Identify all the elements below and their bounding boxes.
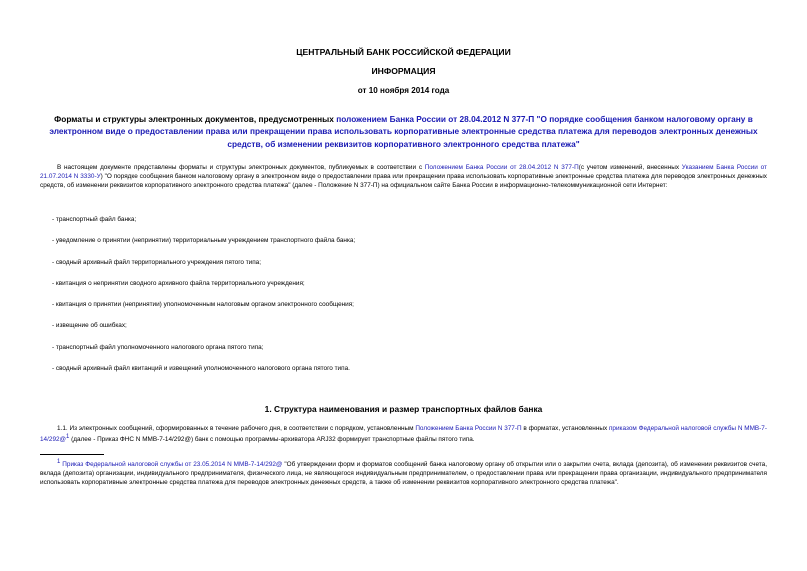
document-type-heading: ИНФОРМАЦИЯ (371, 66, 436, 76)
list-item: - сводный архивный файл квитанций и извещений уполномоченного налогового органа пятого типа. (52, 365, 350, 373)
footnote-text: "Об утверждении форм и форматов сообщений банка налоговому органу об открытии или о закрытии счета, вклада (депозита), об изменении реквизитов счета, вклада (депозита) организации, индивидуального предпринимателя, физического лица, не являющегося индивидуальным предпринимателем, о предоставлении права или прекращении права организации, индивидуального предпринимателя использовать корпоративные электронные средства платежа для переводов электронных денежных средств, а также об изменении реквизитов корпоративного электронного средства платежа". (40, 461, 767, 487)
bank-name-heading: ЦЕНТРАЛЬНЫЙ БАНК РОССИЙСКОЙ ФЕДЕРАЦИИ (296, 47, 511, 57)
document-list (52, 216, 355, 386)
para-text-1: 1.1. Из электронных сообщений, сформированных в течение рабочего дня, в соответствии с порядком, установленным (57, 425, 416, 432)
title-text: Форматы и структуры электронных документов, предусмотренных (54, 114, 337, 124)
footnote-divider (40, 454, 104, 455)
footnote-mark: 1 (57, 459, 61, 465)
list-item: - извещение об ошибках; (52, 322, 127, 330)
footnote-order-link[interactable]: Приказ Федеральной налоговой службы от 23.05.2014 N ММВ-7-14/292@ (62, 461, 283, 469)
intro-text-1: В настоящем документе представлены форматы и структуры электронных документов, публикуемых в соответствии с (57, 164, 425, 171)
list-item: - транспортный файл уполномоченного налогового органа пятого типа; (52, 343, 264, 351)
directive-3330u-link[interactable]: Указанием Банка России от 21.07.2014 N 3330-У (40, 164, 767, 180)
list-item: - квитанция о принятии (непринятии) уполномоченным налоговым органом электронного сообщения; (52, 301, 354, 309)
section-heading: 1. Структура наименования и размер транспортных файлов банка (264, 404, 543, 414)
document-date: от 10 ноября 2014 года (357, 86, 450, 95)
footnote (40, 458, 767, 487)
fns-order-link[interactable]: приказом Федеральной налоговой службы N ММВ-7-14/292@ (40, 425, 767, 444)
intro-paragraph (40, 164, 767, 191)
intro-text-2: (с учетом изменений, внесенных (578, 164, 682, 171)
list-item: - сводный архивный файл территориального учреждения пятого типа; (52, 258, 262, 266)
para-text-3: (далее - Приказ ФНС N ММВ-7-14/292@) банк с помощью программы-архиватора ARJ32 формирует транспортные файлы пятого типа. (69, 436, 475, 444)
para-text-2: в форматах, установленных (521, 425, 609, 432)
list-item: - уведомление о принятии (непринятии) территориальным учреждением транспортного файла банка; (52, 237, 356, 245)
intro-text-3: ) "О порядке сообщения банком налоговому органу в электронном виде о предоставлении права или прекращении права использовать корпоративные электронные средства платежа для переводов электронных денежных средств, об изменении реквизитов корпоративного электронного средства платежа" (далее - Положение N 377-П) на официальном сайте Банка России в информационно-телекоммуникационной сети Интернет: (40, 172, 768, 189)
section-paragraph (40, 424, 767, 444)
footnote-reference[interactable]: 1 (66, 434, 70, 440)
regulation-377p-short-link[interactable]: Положением Банка России N 377-П (415, 425, 522, 432)
list-item: - транспортный файл банка; (52, 216, 137, 223)
regulation-377p-link[interactable]: Положением Банка России от 28.04.2012 N 377-П (424, 164, 579, 171)
list-item: - квитанция о непринятии сводного архивного файла территориального учреждения; (52, 279, 305, 287)
title-regulation-link[interactable]: положением Банка России от 28.04.2012 N 377-П "О порядке сообщения банком налоговому органу в электронном виде о предоставлении права или прекращении права использовать корпоративные электронные средства платежа для переводов электронных денежных средств, об изменении реквизитов корпоративного электронного средства платежа" (49, 114, 758, 149)
document-title (40, 113, 767, 150)
